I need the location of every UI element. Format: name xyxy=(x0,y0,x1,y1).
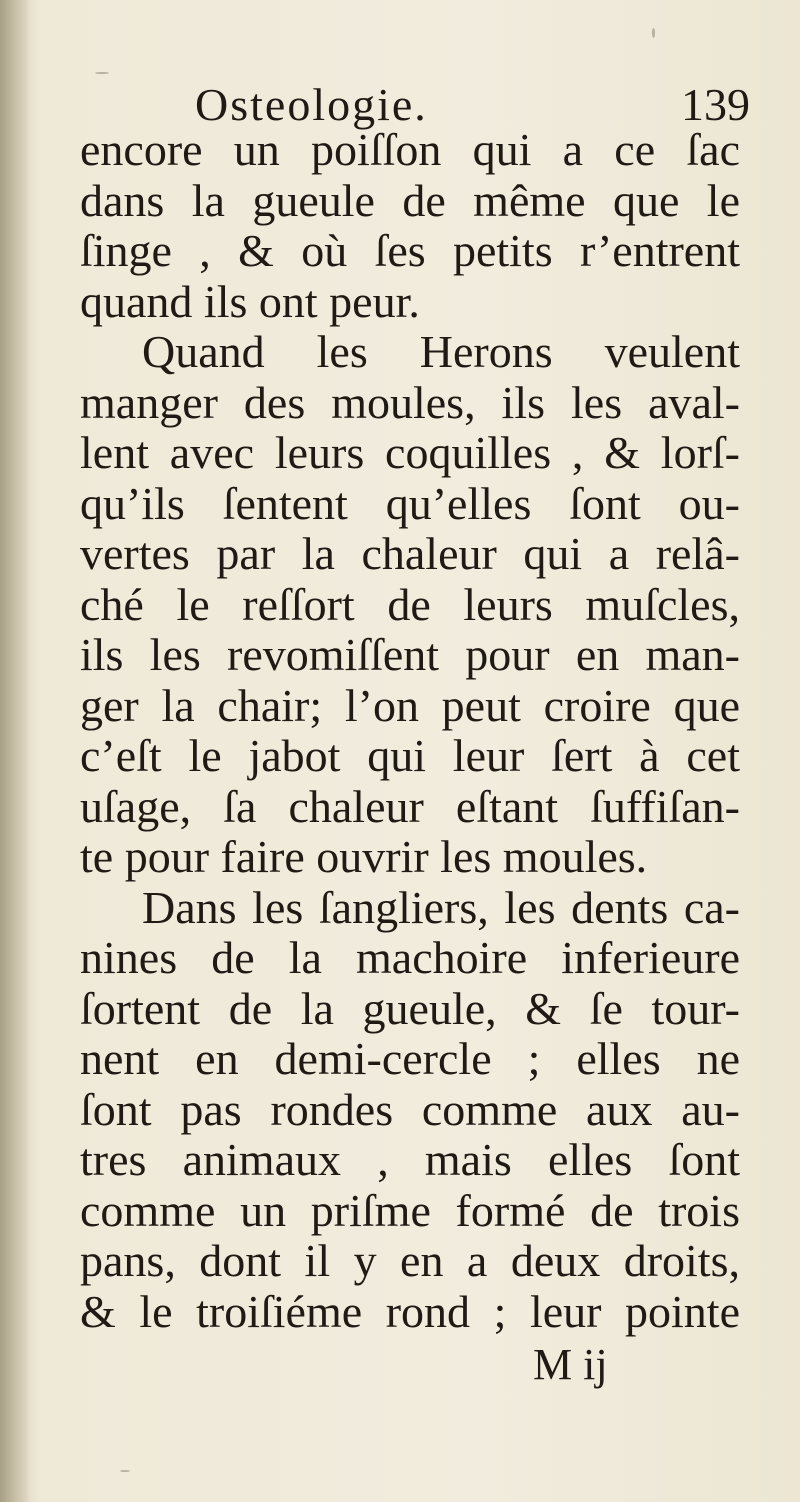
text-line: quand ils ont peur. xyxy=(80,275,420,327)
text-line: pans, dont il y en a deux droits, xyxy=(80,1235,740,1286)
text-line: ſont pas rondes comme aux au- xyxy=(80,1083,740,1135)
text-line: comme un priſme formé de trois xyxy=(80,1184,740,1236)
text-line: & le troiſiéme rond ; leur pointe xyxy=(80,1285,740,1337)
text-line: vertes par la chaleur qui a relâ- xyxy=(80,528,740,579)
text-line: nines de la machoire inferieure xyxy=(80,932,740,983)
text-line: ger la chair; l’on peut croire que xyxy=(80,679,740,731)
text-line: ils les revomiſſent pour en man- xyxy=(80,629,740,680)
text-line: c’eſt le jabot qui leur ſert à cet xyxy=(80,730,740,781)
paper-speck xyxy=(652,28,655,38)
text-line: ché le reſſort de leurs muſcles, xyxy=(80,578,740,630)
signature-mark: M ij xyxy=(533,1340,608,1389)
text-line: qu’ils ſentent qu’elles ſont ou- xyxy=(80,477,740,529)
text-line: Dans les ſangliers, les dents ca- xyxy=(142,881,740,933)
text-line: manger des moules, ils les aval- xyxy=(80,376,740,428)
text-line: nent en demi-cercle ; elles ne xyxy=(80,1033,740,1084)
paper-speck xyxy=(120,1470,130,1472)
text-line: ſortent de la gueule, & ſe tour- xyxy=(80,982,740,1034)
text-line: lent avec leurs coquilles , & lorſ- xyxy=(80,427,740,478)
paper-speck xyxy=(95,72,109,74)
running-title: Osteologie. xyxy=(195,79,428,130)
text-line: encore un poiſſon qui a ce ſac xyxy=(80,124,740,175)
text-line: dans la gueule de même que le xyxy=(80,174,740,226)
text-line: ſinge , & où ſes petits r’entrent xyxy=(80,225,740,276)
text-line: te pour faire ouvrir les moules. xyxy=(80,831,648,882)
body-text xyxy=(80,125,740,1337)
gutter-shadow xyxy=(0,0,30,1502)
text-line: uſage, ſa chaleur eſtant ſuffiſan- xyxy=(80,780,740,832)
text-line: Quand les Herons veulent xyxy=(142,326,740,377)
text-line: tres animaux , mais elles ſont xyxy=(80,1134,740,1185)
page-number: 139 xyxy=(681,79,750,130)
